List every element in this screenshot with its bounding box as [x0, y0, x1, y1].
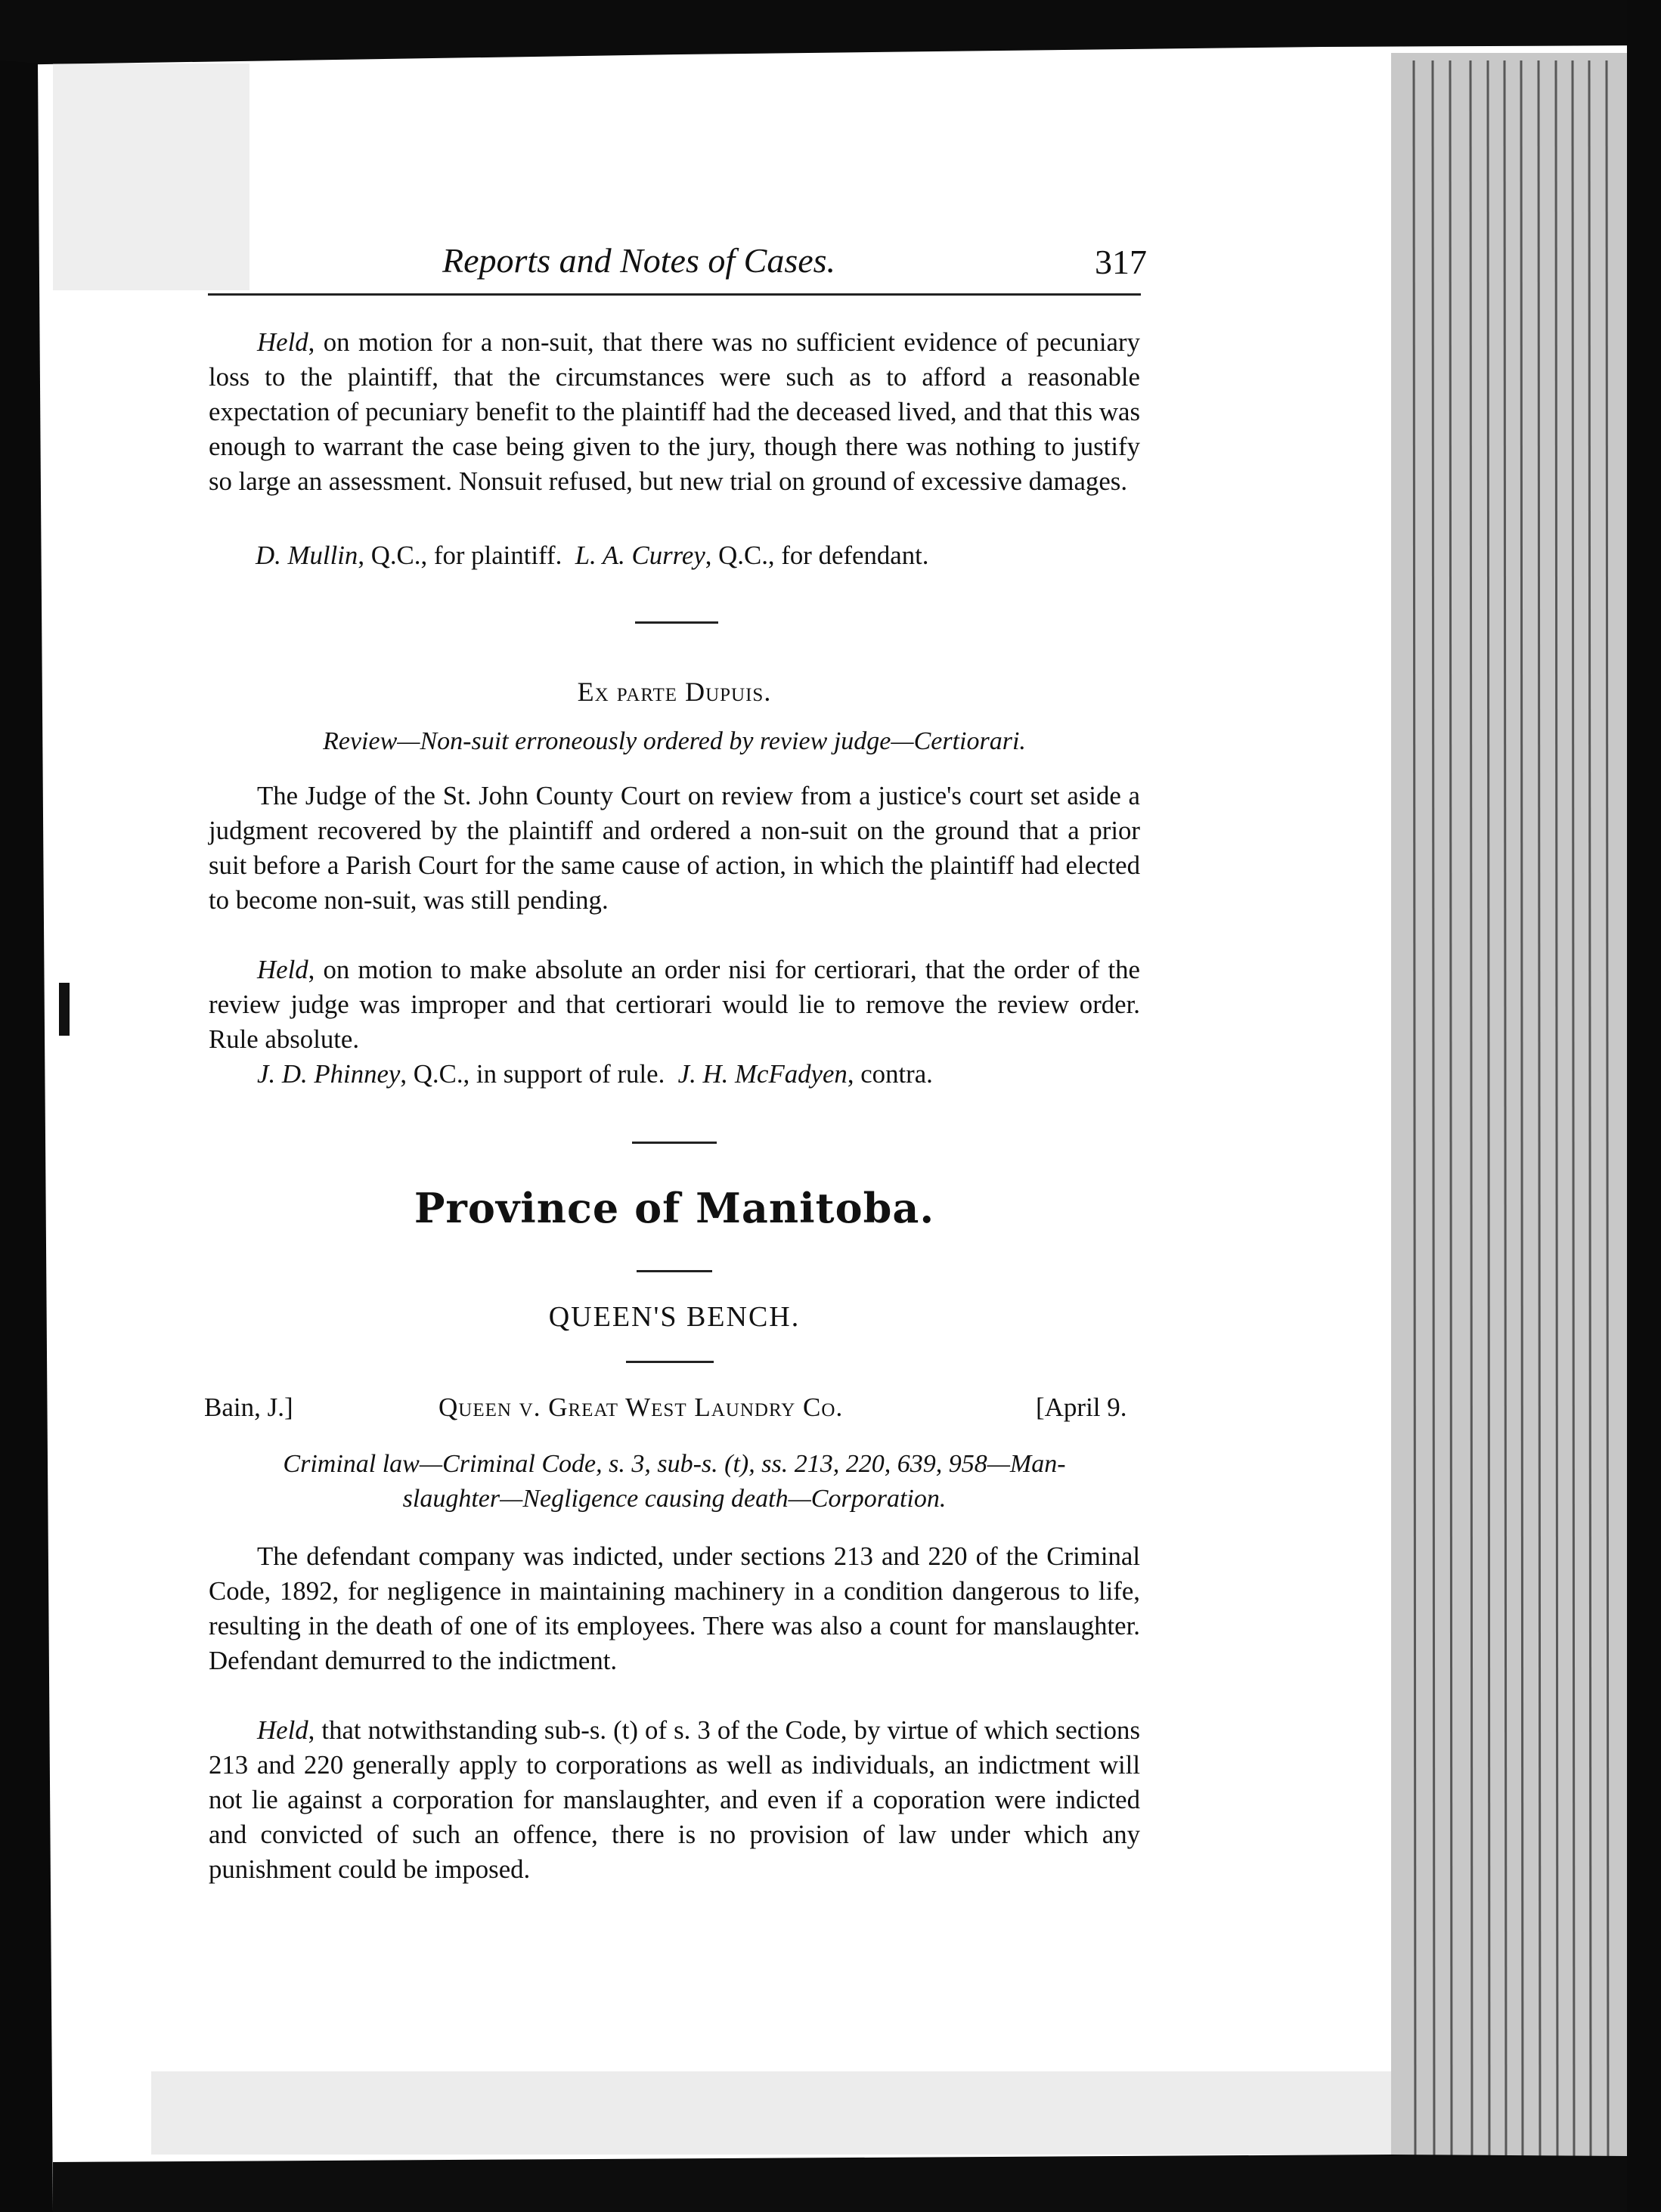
section-divider — [637, 1270, 712, 1272]
case3-held-text: , that notwithstanding sub-s. (t) of s. 3 of the Code, by virtue of which sections 213 and 220 generally apply to corporations as well as individuals, an indictment will not lie against a corporation for manslaughter, and even if a coporation were indicted and convicted of such an offence, there is no provision of law under which any punishment could be imposed. — [209, 1715, 1140, 1884]
counsel-role: , Q.C., for plaintiff. — [358, 541, 562, 570]
held-label: Held — [257, 327, 308, 357]
case2-facts-paragraph: The Judge of the St. John County Court on review from a justice's court set aside a judgment recovered by the plaintiff and ordered a non-suit on the ground that a prior suit before a Parish Court for the same cause of action, in which the plaintiff had elected to become non-suit, was still pending. — [209, 781, 1140, 915]
page-number: 317 — [1095, 243, 1147, 281]
section-divider — [632, 1142, 717, 1144]
case2-title: Ex parte Dupuis. — [577, 677, 772, 707]
counsel-name: D. Mullin — [256, 541, 358, 570]
case3-headnote-line2: slaughter—Negligence causing death—Corporation. — [402, 1485, 947, 1513]
header-rule — [208, 293, 1141, 296]
counsel-name: J. D. Phinney — [257, 1059, 401, 1089]
counsel-role: , Q.C., for defendant. — [705, 541, 929, 570]
case2-headnote: Review—Non-suit erroneously ordered by review judge—Certiorari. — [323, 727, 1026, 755]
case3-facts-paragraph: The defendant company was indicted, under sections 213 and 220 of the Criminal Code, 1892, for negligence in maintaining machinery in a condition dangerous to life, resulting in the death of one of its employees. There was also a count for manslaughter. Defendant demurred to the indictment. — [209, 1541, 1140, 1675]
case3-title: Queen v. Great West Laundry Co. — [438, 1393, 844, 1422]
held-label: Held — [257, 955, 308, 984]
case2-held-text: , on motion to make absolute an order nisi for certiorari, that the order of the review judge was improper and that certiorari would lie to remove the review order. Rule absolute. — [209, 955, 1140, 1054]
counsel-name: L. A. Currey — [575, 541, 705, 570]
counsel-name: J. H. McFadyen — [677, 1059, 848, 1089]
counsel-role: , Q.C., in support of rule. — [400, 1059, 665, 1089]
case2-counsel-line — [257, 1057, 933, 1092]
case3-date: [April 9. — [1036, 1393, 1127, 1422]
case3-judge: Bain, J.] — [204, 1393, 293, 1422]
held-label: Held — [257, 1715, 308, 1745]
case1-held-paragraph — [209, 325, 1140, 499]
section-divider — [635, 621, 718, 624]
running-title: Reports and Notes of Cases. — [442, 241, 836, 280]
case2-held-paragraph — [209, 953, 1140, 1057]
case1-held-text: , on motion for a non-suit, that there was no sufficient evidence of pecuniary loss to the plaintiff, that the circumstances were such as to afford a reasonable expectation of pecuniary benefit to the plaintiff had the deceased lived, and that this was enough to warrant the case being given to the jury, though there was nothing to justify so large an assessment. Nonsuit refused, but new trial on ground of excessive damages. — [209, 327, 1140, 496]
case3-headnote-line1: Criminal law—Criminal Code, s. 3, sub-s. (t), ss. 213, 220, 639, 958—Man- — [283, 1450, 1066, 1478]
province-heading: Province of Manitoba. — [414, 1184, 935, 1232]
counsel-role: , contra. — [847, 1059, 933, 1089]
section-divider — [626, 1361, 714, 1363]
court-heading: QUEEN'S BENCH. — [548, 1301, 801, 1333]
case3-held-paragraph — [209, 1713, 1140, 1887]
case1-counsel-line — [256, 538, 928, 573]
